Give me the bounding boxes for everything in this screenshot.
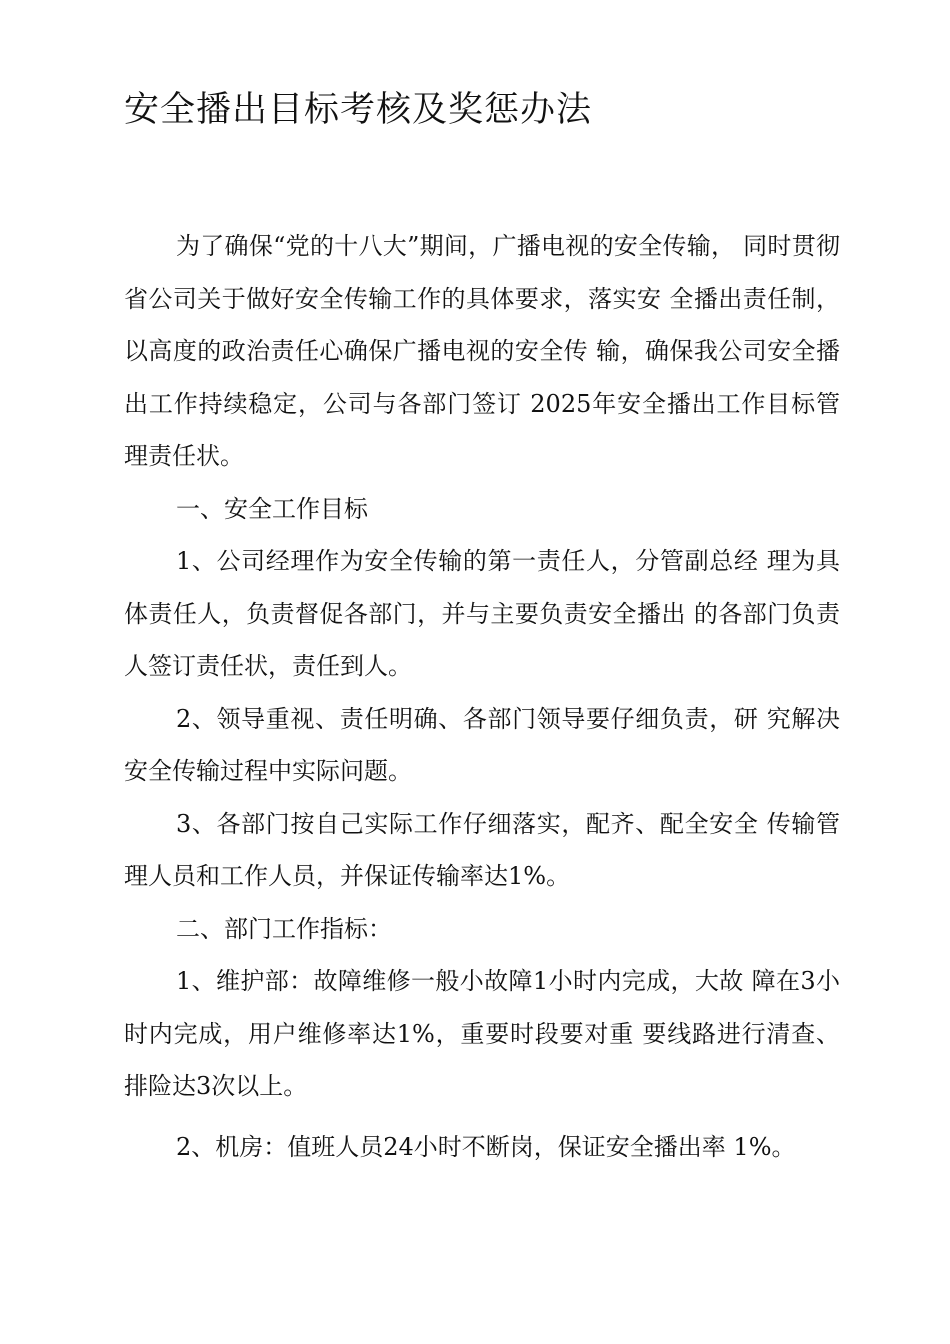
document-body	[124, 220, 840, 1173]
document-title: 安全播出目标考核及奖惩办法	[124, 90, 593, 130]
intro-paragraph: 为了确保“党的十八大”期间，广播电视的安全传输， 同时贯彻省公司关于做好安全传输工作的具体要求，落实安 全播出责任制，以高度的政治责任心确保广播电视的安全传 输，确保我公司安全播出工作持续稳定，公司与各部门签订 2025年安全播出工作目标管理责任状。	[124, 232, 840, 470]
target-item-maintenance: 1、维护部：故障维修一般小故障1小时内完成，大故 障在3小时内完成，用户维修率达1%，重要时段要对重 要线路进行清查、排险达3次以上。	[124, 967, 840, 1100]
section-heading-safety-goals: 一、安全工作目标	[176, 494, 368, 523]
goal-item-3: 3、各部门按自己实际工作仔细落实，配齐、配全安全 传输管理人员和工作人员，并保证传输率达1%。	[124, 809, 840, 890]
goal-item-1: 1、公司经理作为安全传输的第一责任人，分管副总经 理为具体责任人，负责督促各部门，并与主要负责安全播出 的各部门负责人签订责任状，责任到人。	[124, 547, 840, 680]
target-item-machine-room: 2、机房：值班人员24小时不断岗，保证安全播出率 1%。	[176, 1132, 796, 1161]
goal-item-2: 2、领导重视、责任明确、各部门领导要仔细负责，研 究解决安全传输过程中实际问题。	[124, 704, 840, 785]
section-heading-department-targets: 二、部门工作指标：	[176, 914, 392, 943]
